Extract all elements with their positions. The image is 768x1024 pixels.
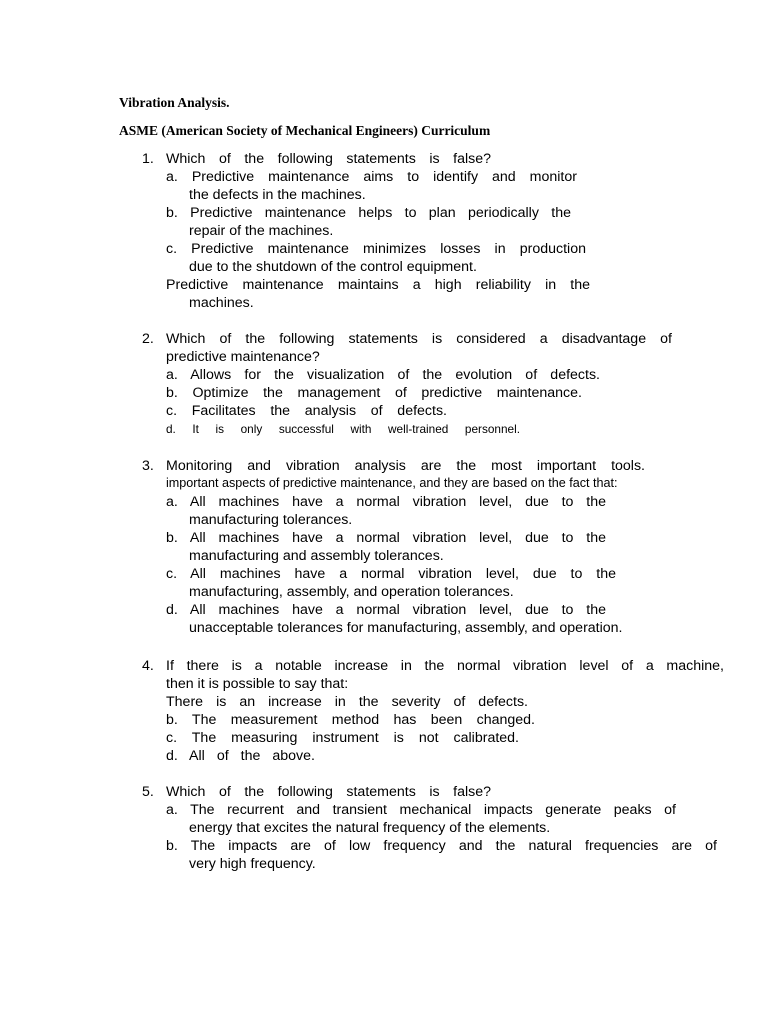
option-d: d. All of the above. <box>166 748 315 764</box>
option-a-continued: energy that excites the natural frequency of the elements. <box>189 820 551 836</box>
option-c: c. The measuring instrument is not calibrated. <box>166 730 519 746</box>
option-a-continued: manufacturing tolerances. <box>189 512 353 528</box>
question-number: 1. <box>142 151 154 167</box>
option-c-continued: due to the shutdown of the control equipment. <box>189 259 477 275</box>
question-stem: Which of the following statements is false? <box>166 784 491 800</box>
question-stem-continued: important aspects of predictive maintenance, and they are based on the fact that: <box>166 476 618 490</box>
option-c-continued: manufacturing, assembly, and operation tolerances. <box>189 584 514 600</box>
option-b: b. All machines have a normal vibration level, due to the <box>166 530 606 546</box>
question-stem-continued: then it is possible to say that: <box>166 676 349 692</box>
question-stem: If there is a notable increase in the normal vibration level of a machine, <box>166 658 724 674</box>
option-d: Predictive maintenance maintains a high reliability in the <box>166 277 590 293</box>
option-b-continued: very high frequency. <box>189 856 316 872</box>
question-stem: Which of the following statements is considered a disadvantage of <box>166 331 672 347</box>
option-b-continued: repair of the machines. <box>189 223 334 239</box>
document-title: Vibration Analysis. <box>119 95 230 110</box>
question-number: 2. <box>142 331 154 347</box>
question-number: 5. <box>142 784 154 800</box>
question-number: 3. <box>142 458 154 474</box>
option-b-continued: manufacturing and assembly tolerances. <box>189 548 444 564</box>
option-d-continued: unacceptable tolerances for manufacturing, assembly, and operation. <box>189 620 623 636</box>
question-stem-continued: predictive maintenance? <box>166 349 320 365</box>
option-b: b. Predictive maintenance helps to plan periodically the <box>166 205 571 221</box>
option-c: c. Facilitates the analysis of defects. <box>166 403 447 419</box>
option-c: c. All machines have a normal vibration level, due to the <box>166 566 616 582</box>
question-stem: Monitoring and vibration analysis are the most important tools. <box>166 458 645 474</box>
option-c: c. Predictive maintenance minimizes losses in production <box>166 241 586 257</box>
option-a: a. Predictive maintenance aims to identify and monitor <box>166 169 577 185</box>
option-a: There is an increase in the severity of defects. <box>166 694 528 710</box>
option-a: a. Allows for the visualization of the evolution of defects. <box>166 367 600 383</box>
option-d: d. It is only successful with well-trained personnel. <box>166 422 520 436</box>
option-a-continued: the defects in the machines. <box>189 187 366 203</box>
option-a: a. The recurrent and transient mechanical impacts generate peaks of <box>166 802 676 818</box>
option-b: b. The impacts are of low frequency and the natural frequencies are of <box>166 838 717 854</box>
option-a: a. All machines have a normal vibration level, due to the <box>166 494 606 510</box>
option-b: b. The measurement method has been changed. <box>166 712 535 728</box>
option-b: b. Optimize the management of predictive maintenance. <box>166 385 582 401</box>
option-d-continued: machines. <box>189 295 254 311</box>
question-stem: Which of the following statements is false? <box>166 151 491 167</box>
document-subtitle: ASME (American Society of Mechanical Engineers) Curriculum <box>119 123 491 138</box>
option-d: d. All machines have a normal vibration level, due to the <box>166 602 606 618</box>
question-number: 4. <box>142 658 154 674</box>
